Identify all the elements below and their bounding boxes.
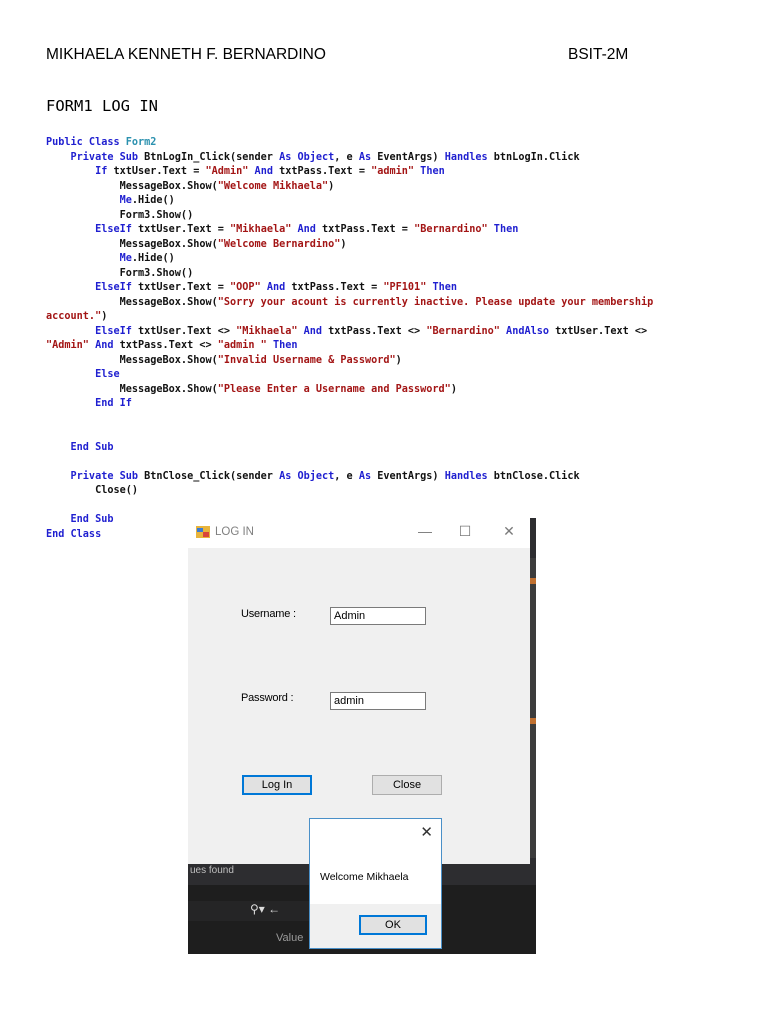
code-token: Then <box>266 340 298 351</box>
code-token: , e <box>334 470 359 482</box>
code-line <box>46 470 736 485</box>
code-line <box>46 499 736 514</box>
login-button[interactable]: Log In <box>242 775 312 795</box>
code-line <box>46 455 736 470</box>
code-line <box>46 223 736 238</box>
code-token <box>46 500 52 511</box>
username-input[interactable]: Admin <box>330 607 426 625</box>
code-token: .Hide() <box>131 195 175 206</box>
code-token: txtPass.Text = <box>291 282 384 293</box>
username-label: Username : <box>241 608 296 620</box>
code-token: MessageBox.Show( <box>46 238 218 250</box>
code-token: End Sub <box>46 514 114 525</box>
code-token: Form2 <box>125 137 157 148</box>
code-line <box>46 165 736 180</box>
code-token: txtPass.Text <> <box>328 325 427 337</box>
code-line <box>46 325 736 340</box>
code-line <box>46 354 736 369</box>
code-token: EventArgs) <box>377 470 445 482</box>
code-line <box>46 426 736 441</box>
code-listing <box>46 136 736 542</box>
ide-value-header: Value <box>276 932 304 944</box>
code-token: MessageBox.Show( <box>46 354 218 366</box>
code-token: Private Sub <box>46 470 145 482</box>
code-token: Else <box>46 369 120 380</box>
ide-search-box[interactable] <box>188 901 310 921</box>
code-token: End Class <box>46 528 102 540</box>
code-token: Form3.Show() <box>46 209 194 221</box>
code-token: As Object <box>279 470 335 482</box>
code-token: BtnLogIn_Click(sender <box>144 151 280 163</box>
code-token: btnLogIn.Click <box>493 151 580 163</box>
code-line <box>46 339 736 354</box>
ide-editor-edge <box>530 558 536 858</box>
code-token: ElseIf <box>46 224 139 235</box>
code-token: If <box>46 166 114 177</box>
code-token: Handles <box>444 151 494 163</box>
code-token: ElseIf <box>46 282 139 293</box>
code-token <box>46 456 52 467</box>
code-token: "Admin" <box>205 166 249 177</box>
code-token: Then <box>487 224 519 235</box>
code-token: "Bernardino" <box>426 325 500 337</box>
message-box <box>309 818 442 949</box>
code-token: And <box>248 166 280 177</box>
ide-marker <box>530 718 536 724</box>
code-line <box>46 194 736 209</box>
code-token: AndAlso <box>499 325 556 337</box>
code-token: Me <box>46 253 132 264</box>
code-line <box>46 484 736 499</box>
code-line <box>46 238 736 253</box>
code-token: End Sub <box>46 441 114 453</box>
code-line <box>46 397 736 412</box>
code-token: "Sorry your acount is currently inactive. Please update your membership <box>217 296 654 308</box>
code-line <box>46 180 736 195</box>
code-token: , e <box>334 151 359 163</box>
code-token: "PF101" <box>383 282 427 293</box>
code-token: "admin " <box>217 340 267 351</box>
code-token: "OOP" <box>230 282 261 293</box>
code-token: "Mikhaela" <box>236 325 298 337</box>
window-title: LOG IN <box>215 526 254 538</box>
code-token: As Object <box>279 151 335 163</box>
search-icon[interactable]: ⚲▾ ← <box>250 902 281 916</box>
code-token: End If <box>46 398 132 409</box>
code-token: "Welcome Mikhaela" <box>217 180 329 192</box>
form-heading: FORM1 LOG IN <box>46 97 158 115</box>
code-token: ) <box>101 311 108 322</box>
code-token: And <box>297 325 329 337</box>
code-token: ) <box>328 180 335 192</box>
code-token: Public Class <box>46 137 126 148</box>
code-token: Private Sub <box>46 151 145 163</box>
close-button[interactable]: Close <box>372 775 442 795</box>
code-token: EventArgs) <box>377 151 445 163</box>
code-line <box>46 368 736 383</box>
code-token: Then <box>426 282 457 293</box>
code-token: txtPass.Text = <box>279 166 372 177</box>
window-titlebar <box>188 518 530 548</box>
close-icon[interactable]: ✕ <box>420 824 433 841</box>
code-token: txtUser.Text <> <box>138 325 237 337</box>
code-token <box>46 427 52 438</box>
ide-status-text: ues found <box>190 865 234 876</box>
code-token: And <box>291 224 323 235</box>
code-token: ) <box>395 354 402 366</box>
code-line <box>46 209 736 224</box>
code-token: Close() <box>46 485 139 496</box>
code-token: txtUser.Text = <box>113 166 206 177</box>
author-name: MIKHAELA KENNETH F. BERNARDINO <box>46 46 326 63</box>
code-token: ElseIf <box>46 325 139 337</box>
code-line <box>46 310 736 325</box>
code-token: ) <box>450 383 457 395</box>
code-token: account." <box>46 311 102 322</box>
code-token: txtUser.Text = <box>138 224 231 235</box>
ok-button[interactable]: OK <box>359 915 427 935</box>
code-token: And <box>88 340 120 351</box>
code-token <box>46 413 52 424</box>
code-token: txtUser.Text <> <box>555 325 648 337</box>
code-token: "Welcome Bernardino" <box>217 238 341 250</box>
window-close-button[interactable]: ✕ <box>503 523 515 539</box>
code-line <box>46 281 736 296</box>
code-token: And <box>260 282 292 293</box>
message-text: Welcome Mikhaela <box>320 871 409 883</box>
code-token: txtPass.Text <> <box>119 340 218 351</box>
code-token: MessageBox.Show( <box>46 296 218 308</box>
code-token: As <box>358 151 378 163</box>
code-token: "Invalid Username & Password" <box>217 354 396 366</box>
login-window <box>188 518 530 864</box>
code-token: .Hide() <box>131 253 175 264</box>
code-token: "Mikhaela" <box>230 224 292 235</box>
code-token: txtPass.Text = <box>322 224 415 235</box>
code-token: "Admin" <box>46 340 89 351</box>
code-token: "admin" <box>371 166 415 177</box>
minimize-button[interactable]: — <box>418 523 432 539</box>
code-token: ) <box>340 238 347 250</box>
code-token: "Please Enter a Username and Password" <box>217 383 451 395</box>
code-line <box>46 412 736 427</box>
code-line <box>46 136 736 151</box>
code-token: BtnClose_Click(sender <box>144 470 280 482</box>
maximize-button[interactable]: ☐ <box>458 523 472 539</box>
code-token: txtUser.Text = <box>138 282 231 293</box>
code-token: Form3.Show() <box>46 267 194 279</box>
code-token: Me <box>46 195 132 206</box>
code-line <box>46 267 736 282</box>
code-token: As <box>358 470 378 482</box>
section-label: BSIT-2M <box>568 46 629 63</box>
password-label: Password : <box>241 692 294 704</box>
code-token: Then <box>414 166 445 177</box>
code-token: MessageBox.Show( <box>46 383 218 395</box>
form-icon <box>196 526 210 538</box>
code-line <box>46 252 736 267</box>
code-line <box>46 441 736 456</box>
code-token: btnClose.Click <box>493 470 580 482</box>
code-token: Handles <box>444 470 494 482</box>
code-line <box>46 151 736 166</box>
password-input[interactable]: admin <box>330 692 426 710</box>
code-token: "Bernardino" <box>414 224 488 235</box>
ide-marker <box>530 578 536 584</box>
code-token: MessageBox.Show( <box>46 180 218 192</box>
code-line <box>46 296 736 311</box>
code-line <box>46 383 736 398</box>
